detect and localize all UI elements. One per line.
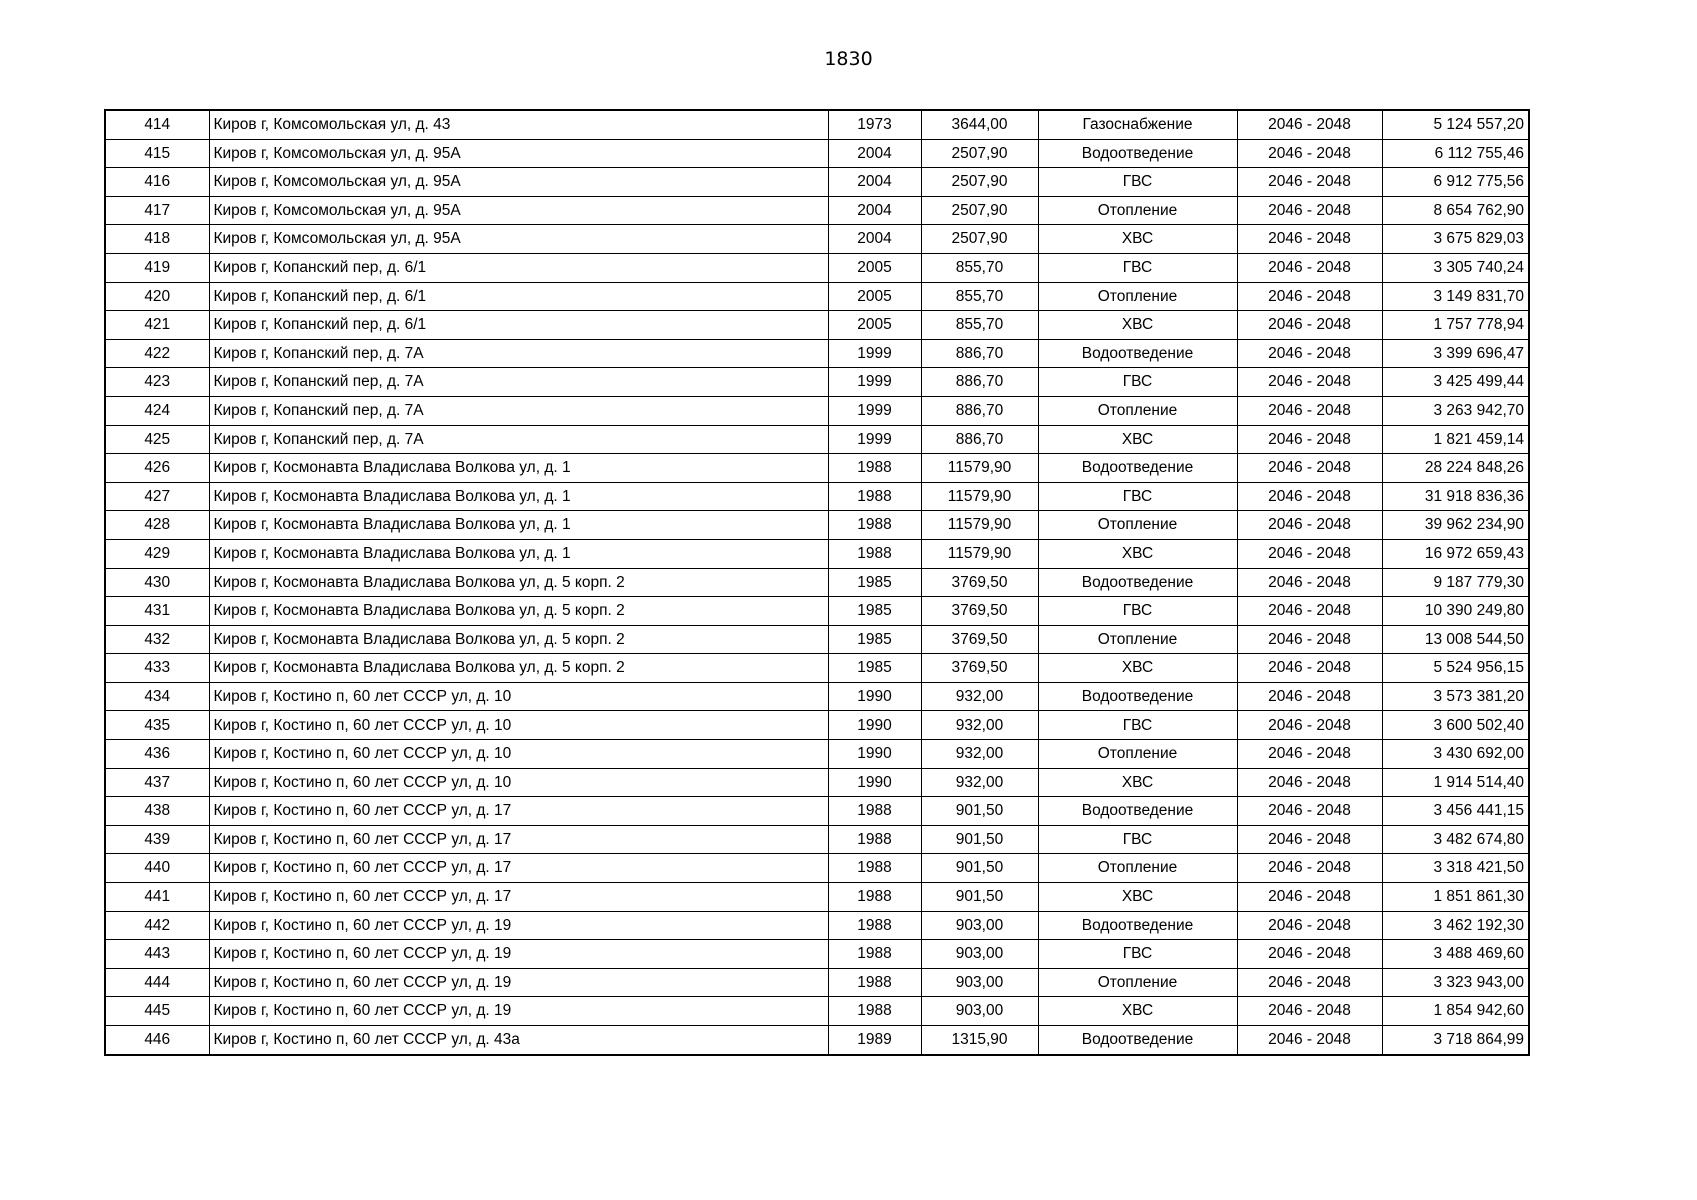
area-cell: 901,50 bbox=[921, 797, 1038, 826]
year-built-cell: 1985 bbox=[828, 597, 921, 626]
year-built-cell: 1973 bbox=[828, 110, 921, 139]
address-cell: Киров г, Костино п, 60 лет СССР ул, д. 17 bbox=[209, 797, 828, 826]
area-cell: 903,00 bbox=[921, 968, 1038, 997]
address-cell: Киров г, Копанский пер, д. 7А bbox=[209, 396, 828, 425]
table-row bbox=[105, 797, 1529, 826]
work-type-cell: Отопление bbox=[1038, 968, 1237, 997]
area-cell: 3769,50 bbox=[921, 654, 1038, 683]
table-row bbox=[105, 482, 1529, 511]
row-number-cell: 430 bbox=[105, 568, 209, 597]
period-cell: 2046 - 2048 bbox=[1237, 253, 1382, 282]
address-cell: Киров г, Костино п, 60 лет СССР ул, д. 43а bbox=[209, 1026, 828, 1055]
address-cell: Киров г, Комсомольская ул, д. 95А bbox=[209, 196, 828, 225]
period-cell: 2046 - 2048 bbox=[1237, 425, 1382, 454]
cost-cell: 3 399 696,47 bbox=[1382, 339, 1529, 368]
area-cell: 2507,90 bbox=[921, 225, 1038, 254]
cost-cell: 3 675 829,03 bbox=[1382, 225, 1529, 254]
row-number-cell: 443 bbox=[105, 940, 209, 969]
address-cell: Киров г, Комсомольская ул, д. 95А bbox=[209, 168, 828, 197]
work-type-cell: ХВС bbox=[1038, 311, 1237, 340]
cost-cell: 3 482 674,80 bbox=[1382, 825, 1529, 854]
period-cell: 2046 - 2048 bbox=[1237, 1026, 1382, 1055]
cost-cell: 5 124 557,20 bbox=[1382, 110, 1529, 139]
row-number-cell: 418 bbox=[105, 225, 209, 254]
period-cell: 2046 - 2048 bbox=[1237, 654, 1382, 683]
year-built-cell: 1985 bbox=[828, 625, 921, 654]
year-built-cell: 1988 bbox=[828, 883, 921, 912]
cost-cell: 1 821 459,14 bbox=[1382, 425, 1529, 454]
row-number-cell: 434 bbox=[105, 682, 209, 711]
row-number-cell: 433 bbox=[105, 654, 209, 683]
address-cell: Киров г, Костино п, 60 лет СССР ул, д. 17 bbox=[209, 883, 828, 912]
address-cell: Киров г, Космонавта Владислава Волкова ул, д. 5 корп. 2 bbox=[209, 654, 828, 683]
cost-cell: 3 323 943,00 bbox=[1382, 968, 1529, 997]
address-cell: Киров г, Копанский пер, д. 6/1 bbox=[209, 311, 828, 340]
row-number-cell: 420 bbox=[105, 282, 209, 311]
row-number-cell: 425 bbox=[105, 425, 209, 454]
period-cell: 2046 - 2048 bbox=[1237, 911, 1382, 940]
period-cell: 2046 - 2048 bbox=[1237, 568, 1382, 597]
table-row bbox=[105, 940, 1529, 969]
work-type-cell: Отопление bbox=[1038, 511, 1237, 540]
work-type-cell: ХВС bbox=[1038, 997, 1237, 1026]
area-cell: 11579,90 bbox=[921, 482, 1038, 511]
table-row bbox=[105, 253, 1529, 282]
row-number-cell: 428 bbox=[105, 511, 209, 540]
table-row bbox=[105, 997, 1529, 1026]
row-number-cell: 435 bbox=[105, 711, 209, 740]
address-cell: Киров г, Копанский пер, д. 6/1 bbox=[209, 253, 828, 282]
address-cell: Киров г, Космонавта Владислава Волкова ул, д. 5 корп. 2 bbox=[209, 568, 828, 597]
year-built-cell: 1988 bbox=[828, 997, 921, 1026]
cost-cell: 1 854 942,60 bbox=[1382, 997, 1529, 1026]
address-cell: Киров г, Комсомольская ул, д. 95А bbox=[209, 225, 828, 254]
row-number-cell: 446 bbox=[105, 1026, 209, 1055]
address-cell: Киров г, Костино п, 60 лет СССР ул, д. 19 bbox=[209, 968, 828, 997]
row-number-cell: 445 bbox=[105, 997, 209, 1026]
table-body bbox=[105, 110, 1529, 1055]
period-cell: 2046 - 2048 bbox=[1237, 511, 1382, 540]
registry-table bbox=[104, 109, 1530, 1056]
work-type-cell: Водоотведение bbox=[1038, 339, 1237, 368]
period-cell: 2046 - 2048 bbox=[1237, 396, 1382, 425]
period-cell: 2046 - 2048 bbox=[1237, 711, 1382, 740]
year-built-cell: 1990 bbox=[828, 768, 921, 797]
area-cell: 932,00 bbox=[921, 711, 1038, 740]
cost-cell: 28 224 848,26 bbox=[1382, 454, 1529, 483]
period-cell: 2046 - 2048 bbox=[1237, 454, 1382, 483]
address-cell: Киров г, Костино п, 60 лет СССР ул, д. 19 bbox=[209, 911, 828, 940]
work-type-cell: ГВС bbox=[1038, 482, 1237, 511]
area-cell: 1315,90 bbox=[921, 1026, 1038, 1055]
cost-cell: 3 149 831,70 bbox=[1382, 282, 1529, 311]
cost-cell: 3 305 740,24 bbox=[1382, 253, 1529, 282]
period-cell: 2046 - 2048 bbox=[1237, 225, 1382, 254]
table-row bbox=[105, 740, 1529, 769]
table-row bbox=[105, 768, 1529, 797]
work-type-cell: Отопление bbox=[1038, 396, 1237, 425]
row-number-cell: 431 bbox=[105, 597, 209, 626]
period-cell: 2046 - 2048 bbox=[1237, 196, 1382, 225]
work-type-cell: Отопление bbox=[1038, 854, 1237, 883]
work-type-cell: Отопление bbox=[1038, 625, 1237, 654]
row-number-cell: 414 bbox=[105, 110, 209, 139]
year-built-cell: 1988 bbox=[828, 539, 921, 568]
area-cell: 3769,50 bbox=[921, 625, 1038, 654]
period-cell: 2046 - 2048 bbox=[1237, 311, 1382, 340]
year-built-cell: 1988 bbox=[828, 968, 921, 997]
address-cell: Киров г, Костино п, 60 лет СССР ул, д. 19 bbox=[209, 997, 828, 1026]
period-cell: 2046 - 2048 bbox=[1237, 110, 1382, 139]
cost-cell: 1 851 861,30 bbox=[1382, 883, 1529, 912]
address-cell: Киров г, Костино п, 60 лет СССР ул, д. 19 bbox=[209, 940, 828, 969]
cost-cell: 3 488 469,60 bbox=[1382, 940, 1529, 969]
year-built-cell: 2004 bbox=[828, 168, 921, 197]
year-built-cell: 1999 bbox=[828, 396, 921, 425]
cost-cell: 3 718 864,99 bbox=[1382, 1026, 1529, 1055]
year-built-cell: 1990 bbox=[828, 740, 921, 769]
cost-cell: 39 962 234,90 bbox=[1382, 511, 1529, 540]
work-type-cell: Водоотведение bbox=[1038, 139, 1237, 168]
area-cell: 3769,50 bbox=[921, 597, 1038, 626]
year-built-cell: 1999 bbox=[828, 368, 921, 397]
period-cell: 2046 - 2048 bbox=[1237, 825, 1382, 854]
period-cell: 2046 - 2048 bbox=[1237, 339, 1382, 368]
work-type-cell: Водоотведение bbox=[1038, 1026, 1237, 1055]
row-number-cell: 441 bbox=[105, 883, 209, 912]
year-built-cell: 1988 bbox=[828, 854, 921, 883]
work-type-cell: ГВС bbox=[1038, 368, 1237, 397]
area-cell: 932,00 bbox=[921, 682, 1038, 711]
table-row bbox=[105, 968, 1529, 997]
row-number-cell: 429 bbox=[105, 539, 209, 568]
row-number-cell: 424 bbox=[105, 396, 209, 425]
period-cell: 2046 - 2048 bbox=[1237, 883, 1382, 912]
work-type-cell: ГВС bbox=[1038, 168, 1237, 197]
table-row bbox=[105, 368, 1529, 397]
cost-cell: 1 757 778,94 bbox=[1382, 311, 1529, 340]
table-row bbox=[105, 454, 1529, 483]
cost-cell: 16 972 659,43 bbox=[1382, 539, 1529, 568]
address-cell: Киров г, Комсомольская ул, д. 95А bbox=[209, 139, 828, 168]
period-cell: 2046 - 2048 bbox=[1237, 768, 1382, 797]
table-row bbox=[105, 911, 1529, 940]
row-number-cell: 423 bbox=[105, 368, 209, 397]
address-cell: Киров г, Копанский пер, д. 6/1 bbox=[209, 282, 828, 311]
table-row bbox=[105, 883, 1529, 912]
row-number-cell: 417 bbox=[105, 196, 209, 225]
area-cell: 3769,50 bbox=[921, 568, 1038, 597]
work-type-cell: Водоотведение bbox=[1038, 797, 1237, 826]
area-cell: 901,50 bbox=[921, 883, 1038, 912]
table-row bbox=[105, 568, 1529, 597]
area-cell: 901,50 bbox=[921, 825, 1038, 854]
year-built-cell: 2004 bbox=[828, 225, 921, 254]
area-cell: 11579,90 bbox=[921, 511, 1038, 540]
cost-cell: 3 462 192,30 bbox=[1382, 911, 1529, 940]
period-cell: 2046 - 2048 bbox=[1237, 625, 1382, 654]
work-type-cell: Водоотведение bbox=[1038, 454, 1237, 483]
row-number-cell: 436 bbox=[105, 740, 209, 769]
table-row bbox=[105, 597, 1529, 626]
area-cell: 886,70 bbox=[921, 339, 1038, 368]
year-built-cell: 2004 bbox=[828, 139, 921, 168]
address-cell: Киров г, Костино п, 60 лет СССР ул, д. 10 bbox=[209, 682, 828, 711]
year-built-cell: 1999 bbox=[828, 339, 921, 368]
address-cell: Киров г, Костино п, 60 лет СССР ул, д. 10 bbox=[209, 740, 828, 769]
cost-cell: 6 912 775,56 bbox=[1382, 168, 1529, 197]
work-type-cell: Отопление bbox=[1038, 196, 1237, 225]
row-number-cell: 432 bbox=[105, 625, 209, 654]
address-cell: Киров г, Костино п, 60 лет СССР ул, д. 17 bbox=[209, 825, 828, 854]
year-built-cell: 2005 bbox=[828, 253, 921, 282]
cost-cell: 13 008 544,50 bbox=[1382, 625, 1529, 654]
area-cell: 2507,90 bbox=[921, 168, 1038, 197]
year-built-cell: 1988 bbox=[828, 911, 921, 940]
area-cell: 855,70 bbox=[921, 311, 1038, 340]
period-cell: 2046 - 2048 bbox=[1237, 368, 1382, 397]
table-row bbox=[105, 1026, 1529, 1055]
row-number-cell: 426 bbox=[105, 454, 209, 483]
period-cell: 2046 - 2048 bbox=[1237, 597, 1382, 626]
table-row bbox=[105, 396, 1529, 425]
address-cell: Киров г, Копанский пер, д. 7А bbox=[209, 339, 828, 368]
address-cell: Киров г, Космонавта Владислава Волкова ул, д. 1 bbox=[209, 539, 828, 568]
year-built-cell: 1988 bbox=[828, 940, 921, 969]
work-type-cell: ХВС bbox=[1038, 768, 1237, 797]
area-cell: 3644,00 bbox=[921, 110, 1038, 139]
row-number-cell: 437 bbox=[105, 768, 209, 797]
cost-cell: 3 600 502,40 bbox=[1382, 711, 1529, 740]
row-number-cell: 440 bbox=[105, 854, 209, 883]
year-built-cell: 2005 bbox=[828, 311, 921, 340]
table-row bbox=[105, 825, 1529, 854]
period-cell: 2046 - 2048 bbox=[1237, 482, 1382, 511]
period-cell: 2046 - 2048 bbox=[1237, 997, 1382, 1026]
address-cell: Киров г, Копанский пер, д. 7А bbox=[209, 368, 828, 397]
table-row bbox=[105, 854, 1529, 883]
work-type-cell: ХВС bbox=[1038, 654, 1237, 683]
address-cell: Киров г, Комсомольская ул, д. 43 bbox=[209, 110, 828, 139]
area-cell: 903,00 bbox=[921, 911, 1038, 940]
cost-cell: 5 524 956,15 bbox=[1382, 654, 1529, 683]
table-row bbox=[105, 682, 1529, 711]
table-row bbox=[105, 625, 1529, 654]
year-built-cell: 2004 bbox=[828, 196, 921, 225]
work-type-cell: ГВС bbox=[1038, 253, 1237, 282]
address-cell: Киров г, Костино п, 60 лет СССР ул, д. 10 bbox=[209, 768, 828, 797]
year-built-cell: 1988 bbox=[828, 511, 921, 540]
work-type-cell: Отопление bbox=[1038, 282, 1237, 311]
period-cell: 2046 - 2048 bbox=[1237, 854, 1382, 883]
cost-cell: 3 430 692,00 bbox=[1382, 740, 1529, 769]
row-number-cell: 438 bbox=[105, 797, 209, 826]
address-cell: Киров г, Космонавта Владислава Волкова ул, д. 1 bbox=[209, 511, 828, 540]
cost-cell: 10 390 249,80 bbox=[1382, 597, 1529, 626]
year-built-cell: 1990 bbox=[828, 711, 921, 740]
year-built-cell: 2005 bbox=[828, 282, 921, 311]
table-row bbox=[105, 168, 1529, 197]
area-cell: 901,50 bbox=[921, 854, 1038, 883]
cost-cell: 3 318 421,50 bbox=[1382, 854, 1529, 883]
area-cell: 11579,90 bbox=[921, 454, 1038, 483]
period-cell: 2046 - 2048 bbox=[1237, 282, 1382, 311]
address-cell: Киров г, Костино п, 60 лет СССР ул, д. 10 bbox=[209, 711, 828, 740]
address-cell: Киров г, Космонавта Владислава Волкова ул, д. 5 корп. 2 bbox=[209, 597, 828, 626]
table-row bbox=[105, 511, 1529, 540]
row-number-cell: 416 bbox=[105, 168, 209, 197]
row-number-cell: 422 bbox=[105, 339, 209, 368]
row-number-cell: 415 bbox=[105, 139, 209, 168]
work-type-cell: ХВС bbox=[1038, 539, 1237, 568]
area-cell: 886,70 bbox=[921, 425, 1038, 454]
row-number-cell: 444 bbox=[105, 968, 209, 997]
work-type-cell: ХВС bbox=[1038, 225, 1237, 254]
page-number: 1830 bbox=[824, 48, 873, 70]
table-row bbox=[105, 139, 1529, 168]
cost-cell: 6 112 755,46 bbox=[1382, 139, 1529, 168]
area-cell: 11579,90 bbox=[921, 539, 1038, 568]
cost-cell: 3 573 381,20 bbox=[1382, 682, 1529, 711]
table-row bbox=[105, 711, 1529, 740]
table-row bbox=[105, 654, 1529, 683]
period-cell: 2046 - 2048 bbox=[1237, 168, 1382, 197]
area-cell: 2507,90 bbox=[921, 196, 1038, 225]
work-type-cell: ГВС bbox=[1038, 825, 1237, 854]
work-type-cell: Газоснабжение bbox=[1038, 110, 1237, 139]
year-built-cell: 1985 bbox=[828, 654, 921, 683]
year-built-cell: 1988 bbox=[828, 482, 921, 511]
work-type-cell: Водоотведение bbox=[1038, 682, 1237, 711]
period-cell: 2046 - 2048 bbox=[1237, 797, 1382, 826]
year-built-cell: 1990 bbox=[828, 682, 921, 711]
work-type-cell: Водоотведение bbox=[1038, 911, 1237, 940]
row-number-cell: 427 bbox=[105, 482, 209, 511]
area-cell: 855,70 bbox=[921, 253, 1038, 282]
work-type-cell: ХВС bbox=[1038, 883, 1237, 912]
year-built-cell: 1999 bbox=[828, 425, 921, 454]
cost-cell: 1 914 514,40 bbox=[1382, 768, 1529, 797]
row-number-cell: 421 bbox=[105, 311, 209, 340]
work-type-cell: ГВС bbox=[1038, 940, 1237, 969]
period-cell: 2046 - 2048 bbox=[1237, 968, 1382, 997]
table-row bbox=[105, 225, 1529, 254]
year-built-cell: 1988 bbox=[828, 454, 921, 483]
cost-cell: 3 263 942,70 bbox=[1382, 396, 1529, 425]
area-cell: 855,70 bbox=[921, 282, 1038, 311]
cost-cell: 8 654 762,90 bbox=[1382, 196, 1529, 225]
area-cell: 932,00 bbox=[921, 740, 1038, 769]
cost-cell: 3 425 499,44 bbox=[1382, 368, 1529, 397]
area-cell: 886,70 bbox=[921, 396, 1038, 425]
area-cell: 2507,90 bbox=[921, 139, 1038, 168]
cost-cell: 9 187 779,30 bbox=[1382, 568, 1529, 597]
year-built-cell: 1988 bbox=[828, 825, 921, 854]
year-built-cell: 1985 bbox=[828, 568, 921, 597]
area-cell: 886,70 bbox=[921, 368, 1038, 397]
year-built-cell: 1988 bbox=[828, 797, 921, 826]
address-cell: Киров г, Космонавта Владислава Волкова ул, д. 1 bbox=[209, 482, 828, 511]
row-number-cell: 419 bbox=[105, 253, 209, 282]
period-cell: 2046 - 2048 bbox=[1237, 682, 1382, 711]
table-row bbox=[105, 110, 1529, 139]
address-cell: Киров г, Космонавта Владислава Волкова ул, д. 1 bbox=[209, 454, 828, 483]
work-type-cell: ГВС bbox=[1038, 597, 1237, 626]
cost-cell: 3 456 441,15 bbox=[1382, 797, 1529, 826]
area-cell: 903,00 bbox=[921, 940, 1038, 969]
area-cell: 932,00 bbox=[921, 768, 1038, 797]
table-row bbox=[105, 196, 1529, 225]
address-cell: Киров г, Космонавта Владислава Волкова ул, д. 5 корп. 2 bbox=[209, 625, 828, 654]
table-row bbox=[105, 282, 1529, 311]
table-row bbox=[105, 311, 1529, 340]
address-cell: Киров г, Костино п, 60 лет СССР ул, д. 17 bbox=[209, 854, 828, 883]
row-number-cell: 442 bbox=[105, 911, 209, 940]
table-row bbox=[105, 339, 1529, 368]
table-row bbox=[105, 539, 1529, 568]
period-cell: 2046 - 2048 bbox=[1237, 740, 1382, 769]
period-cell: 2046 - 2048 bbox=[1237, 940, 1382, 969]
year-built-cell: 1989 bbox=[828, 1026, 921, 1055]
cost-cell: 31 918 836,36 bbox=[1382, 482, 1529, 511]
work-type-cell: ХВС bbox=[1038, 425, 1237, 454]
table-row bbox=[105, 425, 1529, 454]
period-cell: 2046 - 2048 bbox=[1237, 139, 1382, 168]
row-number-cell: 439 bbox=[105, 825, 209, 854]
area-cell: 903,00 bbox=[921, 997, 1038, 1026]
work-type-cell: Водоотведение bbox=[1038, 568, 1237, 597]
work-type-cell: ГВС bbox=[1038, 711, 1237, 740]
period-cell: 2046 - 2048 bbox=[1237, 539, 1382, 568]
work-type-cell: Отопление bbox=[1038, 740, 1237, 769]
address-cell: Киров г, Копанский пер, д. 7А bbox=[209, 425, 828, 454]
